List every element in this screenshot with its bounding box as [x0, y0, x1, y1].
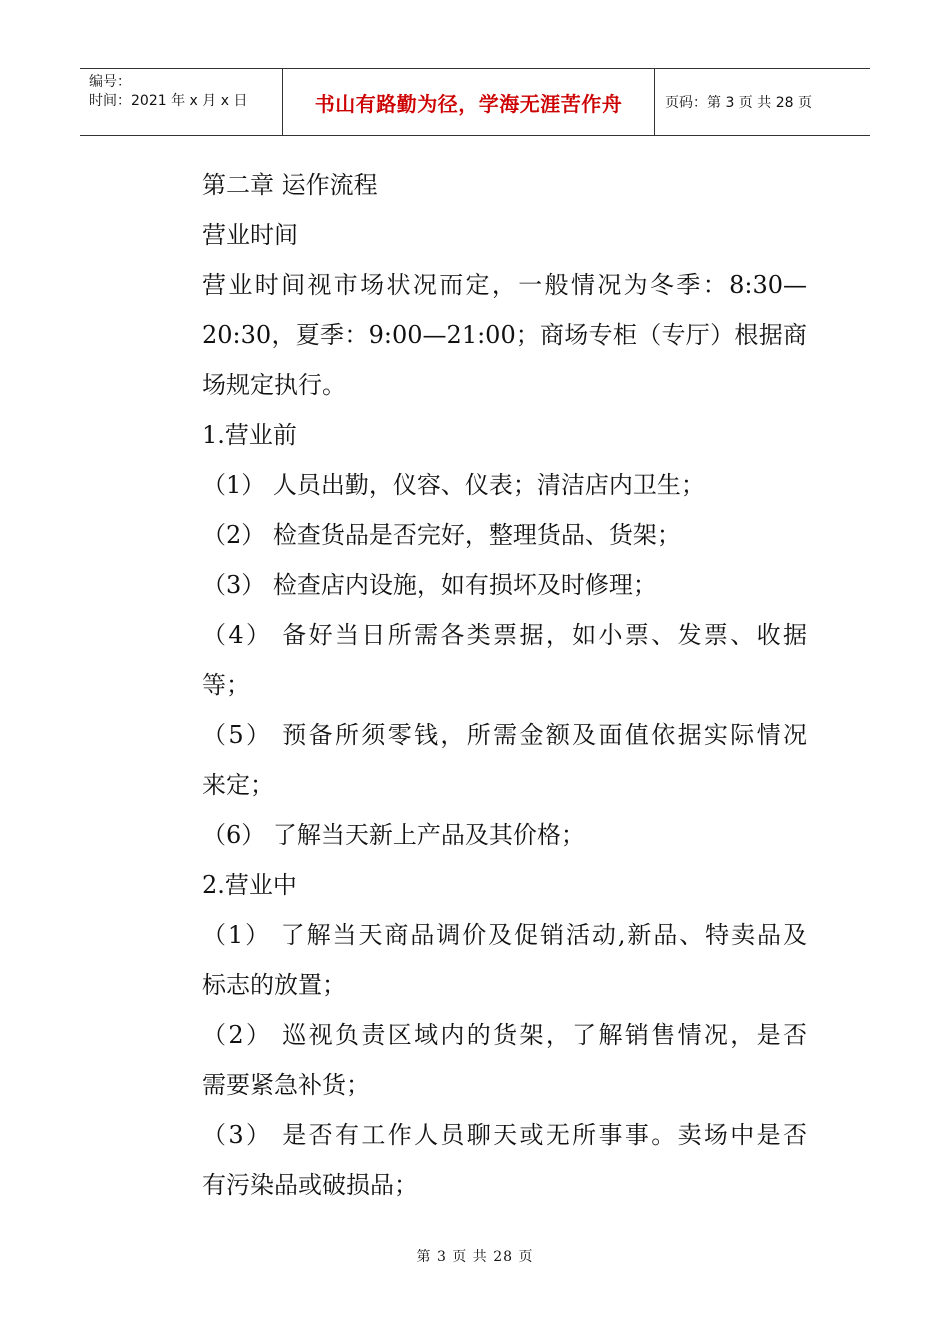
list-item: （4） 备好当日所需各类票据，如小票、发票、收据 — [202, 621, 807, 649]
page-footer: 第 3 页 共 28 页 — [416, 1249, 534, 1265]
subsection-heading: 2.营业中 — [202, 871, 297, 899]
paragraph-line: 营业时间视市场状况而定，一般情况为冬季：8:30— — [202, 271, 807, 299]
document-body — [202, 160, 807, 1210]
list-item: （5） 预备所须零钱，所需金额及面值依据实际情况 — [202, 721, 807, 749]
list-item: （2） 检查货品是否完好，整理货品、货架； — [202, 521, 681, 549]
paragraph-line: 20:30，夏季：9:00—21:00；商场专柜（专厅）根据商 — [202, 321, 807, 349]
list-item: （1） 人员出勤，仪容、仪表；清洁店内卫生； — [202, 471, 705, 499]
list-item-continuation: 来定； — [202, 771, 274, 799]
list-item-continuation: 标志的放置； — [202, 971, 346, 999]
paragraph-line: 场规定执行。 — [202, 371, 346, 399]
header-meta — [80, 69, 282, 135]
list-item: （3） 是否有工作人员聊天或无所事事。卖场中是否 — [202, 1121, 807, 1149]
section-heading: 营业时间 — [202, 221, 298, 249]
list-item: （2） 巡视负责区域内的货架，了解销售情况，是否 — [202, 1021, 807, 1049]
header-motto: 书山有路勤为径，学海无涯苦作舟 — [282, 69, 655, 135]
header-page-info: 页码：第 3 页 共 28 页 — [665, 95, 812, 111]
list-item: （6） 了解当天新上产品及其价格； — [202, 821, 585, 849]
document-date: 时间：2021 年 x 月 x 日 — [89, 93, 248, 109]
subsection-heading: 1.营业前 — [202, 421, 297, 449]
list-item-continuation: 等； — [202, 671, 250, 699]
list-item: （1） 了解当天商品调价及促销活动,新品、特卖品及 — [202, 921, 807, 949]
page-header — [80, 68, 870, 136]
chapter-title: 第二章 运作流程 — [202, 171, 378, 199]
list-item-continuation: 有污染品或破损品； — [202, 1171, 418, 1199]
document-number-label: 编号： — [89, 74, 131, 90]
list-item: （3） 检查店内设施，如有损坏及时修理； — [202, 571, 657, 599]
list-item-continuation: 需要紧急补货； — [202, 1071, 370, 1099]
